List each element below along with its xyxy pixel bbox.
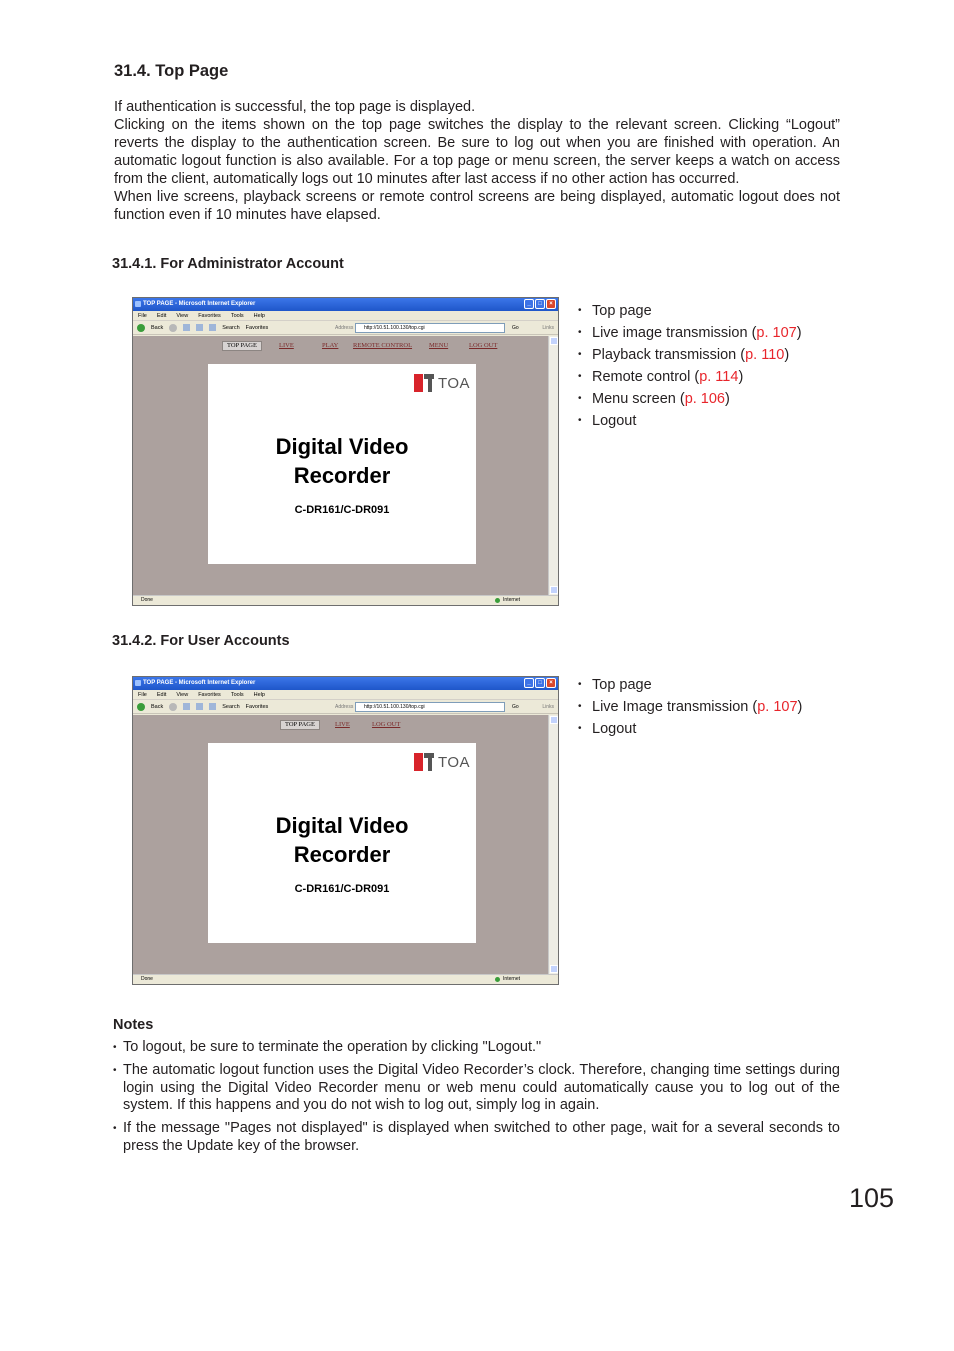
page-number: 105 <box>849 1183 895 1213</box>
address-bar[interactable]: http://10.51.100.130/top.cgi <box>355 702 505 712</box>
user-heading: 31.4.2. For User Accounts <box>112 633 290 649</box>
ie-icon <box>135 680 141 686</box>
product-title-line1: Digital Video <box>275 434 409 459</box>
window-title: TOP PAGE - Microsoft Internet Explorer <box>143 301 256 307</box>
menu-view[interactable]: View <box>176 692 189 698</box>
browser-toolbar <box>133 321 558 335</box>
page-ref-link[interactable]: p. 107 <box>757 699 798 715</box>
user-browser-screenshot <box>132 676 559 985</box>
menu-file[interactable]: File <box>138 313 147 319</box>
menu-tools[interactable]: Tools <box>230 313 244 319</box>
stop-icon[interactable] <box>183 703 190 710</box>
minimize-icon[interactable]: _ <box>524 299 534 309</box>
close-icon[interactable]: × <box>546 299 556 309</box>
menu-tools[interactable]: Tools <box>230 692 244 698</box>
product-title-line2: Recorder <box>293 842 391 867</box>
list-item: • Remote control (p. 114) <box>578 367 802 389</box>
section-title: 31.4. Top Page <box>114 62 229 80</box>
scroll-down-icon[interactable] <box>550 965 558 973</box>
intro-paragraph-3: When live screens, playback screens or remote control screens are being displayed, automatic logout does not function even if 10 minutes have elapsed. <box>114 189 840 223</box>
links-label[interactable]: Links <box>542 704 554 710</box>
list-item: • Logout <box>578 411 802 433</box>
links-label[interactable]: Links <box>542 325 554 331</box>
refresh-icon[interactable] <box>196 324 203 331</box>
forward-icon[interactable] <box>169 324 177 332</box>
toa-logo-text: TOA <box>438 374 471 392</box>
nav-log-out[interactable]: LOG OUT <box>469 342 498 349</box>
back-button[interactable]: Back <box>151 324 164 331</box>
toa-logo <box>414 753 470 771</box>
top-nav <box>133 720 548 730</box>
close-icon[interactable]: × <box>546 678 556 688</box>
page-ref-link[interactable]: p. 107 <box>756 325 797 341</box>
product-title <box>208 432 476 490</box>
address-bar[interactable]: http://10.51.100.130/top.cgi <box>355 323 505 333</box>
go-button[interactable]: Go <box>512 704 519 710</box>
admin-browser-screenshot <box>132 297 559 606</box>
product-title-line1: Digital Video <box>275 813 409 838</box>
go-button[interactable]: Go <box>512 325 519 331</box>
vertical-scrollbar[interactable] <box>548 715 558 974</box>
menu-favorites[interactable]: Favorites <box>198 313 221 319</box>
ie-icon <box>135 301 141 307</box>
zone-text: Internet <box>503 597 520 603</box>
search-button[interactable]: Search <box>222 703 240 710</box>
window-titlebar <box>133 298 558 311</box>
note-item: • To logout, be sure to terminate the operation by clicking "Logout." <box>113 1039 840 1057</box>
intro-text <box>114 98 840 224</box>
list-item: • Menu screen (p. 106) <box>578 389 802 411</box>
nav-log-out[interactable]: LOG OUT <box>372 721 401 728</box>
menu-help[interactable]: Help <box>253 313 265 319</box>
product-model: C-DR161/C-DR091 <box>294 504 390 516</box>
zone-text: Internet <box>503 976 520 982</box>
top-nav <box>133 341 548 351</box>
nav-top-page[interactable]: TOP PAGE <box>280 720 320 730</box>
menu-file[interactable]: File <box>138 692 147 698</box>
nav-play[interactable]: PLAY <box>322 342 339 349</box>
scroll-up-icon[interactable] <box>550 716 558 724</box>
window-title: TOP PAGE - Microsoft Internet Explorer <box>143 680 256 686</box>
admin-item-list <box>578 301 802 433</box>
toa-logo <box>414 374 470 392</box>
back-icon[interactable] <box>137 324 145 332</box>
menu-bar <box>133 690 558 700</box>
product-title <box>208 811 476 869</box>
menu-edit[interactable]: Edit <box>156 313 167 319</box>
product-card <box>208 743 476 943</box>
vertical-scrollbar[interactable] <box>548 336 558 595</box>
window-titlebar <box>133 677 558 690</box>
menu-help[interactable]: Help <box>253 692 265 698</box>
list-item: • Live image transmission (p. 107) <box>578 323 802 345</box>
status-bar <box>133 974 558 984</box>
maximize-icon[interactable]: □ <box>535 299 545 309</box>
browser-viewport <box>133 336 548 595</box>
note-item: • The automatic logout function uses the Digital Video Recorder’s clock. Therefore, changing time settings during login using the Digital Video Recorder menu or web menu could automatically cause you to log out of the system. If this happens and you do not wish to log out, simply log in again. <box>113 1062 840 1115</box>
status-text: Done <box>141 597 153 603</box>
browser-viewport <box>133 715 548 974</box>
notes-list <box>113 1039 840 1161</box>
menu-bar <box>133 311 558 321</box>
notes-heading: Notes <box>113 1017 154 1033</box>
list-item: • Top page <box>578 301 802 323</box>
menu-edit[interactable]: Edit <box>156 692 167 698</box>
list-item: • Logout <box>578 719 802 741</box>
favorites-button[interactable]: Favorites <box>245 324 269 331</box>
scroll-down-icon[interactable] <box>550 586 558 594</box>
internet-zone-icon <box>495 598 500 603</box>
nav-menu[interactable]: MENU <box>429 342 449 349</box>
minimize-icon[interactable]: _ <box>524 678 534 688</box>
nav-live[interactable]: LIVE <box>335 721 350 728</box>
menu-favorites[interactable]: Favorites <box>198 692 221 698</box>
back-button[interactable]: Back <box>151 703 164 710</box>
refresh-icon[interactable] <box>196 703 203 710</box>
admin-heading: 31.4.1. For Administrator Account <box>112 256 344 272</box>
back-icon[interactable] <box>137 703 145 711</box>
page-ref-link[interactable]: p. 110 <box>745 347 785 363</box>
search-button[interactable]: Search <box>222 324 240 331</box>
status-text: Done <box>141 976 153 982</box>
page-ref-link[interactable]: p. 106 <box>684 391 726 407</box>
toa-logo-icon <box>414 753 434 771</box>
user-item-list <box>578 675 802 741</box>
home-icon[interactable] <box>209 324 216 331</box>
list-item: • Top page <box>578 675 802 697</box>
forward-icon[interactable] <box>169 703 177 711</box>
list-item: • Live Image transmission (p. 107) <box>578 697 802 719</box>
stop-icon[interactable] <box>183 324 190 331</box>
toa-logo-icon <box>414 374 434 392</box>
browser-toolbar <box>133 700 558 714</box>
intro-paragraph-2: Clicking on the items shown on the top page switches the display to the relevant screen. Clicking “Logout” reverts the display to the authentication screen. Be sure to log out when you are finished with operation. An automatic logout function is also available. For a top page or menu screen, the server keeps a watch on access from the client, automatically logs out 10 minutes after last access if no other action has occurred. <box>114 117 840 187</box>
page-ref-link[interactable]: p. 114 <box>699 369 739 385</box>
product-model: C-DR161/C-DR091 <box>294 883 390 895</box>
toa-logo-text: TOA <box>438 753 471 771</box>
address-label: Address <box>335 325 354 331</box>
intro-paragraph-1: If authentication is successful, the top page is displayed. <box>114 99 476 115</box>
favorites-button[interactable]: Favorites <box>245 703 269 710</box>
home-icon[interactable] <box>209 703 216 710</box>
list-item: • Playback transmission (p. 110) <box>578 345 802 367</box>
menu-view[interactable]: View <box>176 313 189 319</box>
address-label: Address <box>335 704 354 710</box>
nav-remote-control[interactable]: REMOTE CONTROL <box>353 342 413 349</box>
note-item: • If the message "Pages not displayed" is displayed when switched to other page, wait for a several seconds to press the Update key of the browser. <box>113 1120 840 1155</box>
product-title-line2: Recorder <box>293 463 391 488</box>
maximize-icon[interactable]: □ <box>535 678 545 688</box>
internet-zone-icon <box>495 977 500 982</box>
nav-top-page[interactable]: TOP PAGE <box>222 341 262 351</box>
product-card <box>208 364 476 564</box>
nav-live[interactable]: LIVE <box>279 342 294 349</box>
status-bar <box>133 595 558 605</box>
scroll-up-icon[interactable] <box>550 337 558 345</box>
